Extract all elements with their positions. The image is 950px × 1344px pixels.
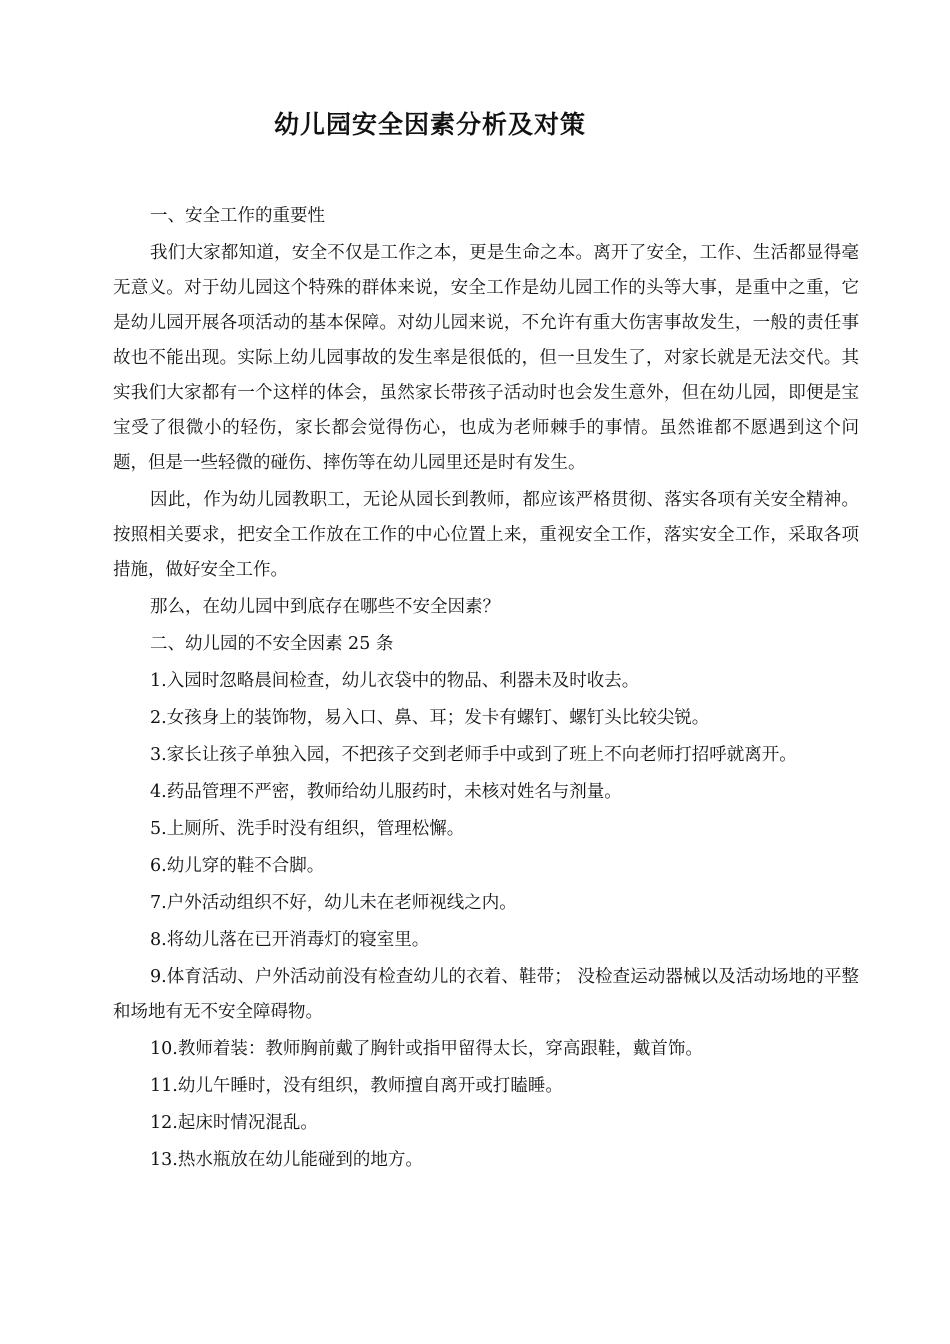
- list-item: 10.教师着装：教师胸前戴了胸针或指甲留得太长，穿高跟鞋，戴首饰。: [150, 1039, 703, 1059]
- section-heading-1: 一、安全工作的重要性: [150, 206, 325, 226]
- list-item: 8.将幼儿落在已开消毒灯的寝室里。: [150, 930, 430, 950]
- list-item: 1.入园时忽略晨间检查，幼儿衣袋中的物品、利器未及时收去。: [150, 671, 640, 691]
- body-paragraph: 我们大家都知道，安全不仅是工作之本，更是生命之本。离开了安全，工作、生活都显得毫无意义。对于幼儿园这个特殊的群体来说，安全工作是幼儿园工作的头等大事，是重中之重，它是幼儿园开展各项活动的基本保障。对幼儿园来说，不允许有重大伤害事故发生，一般的责任事故也不能出现。实际上幼儿园事故的发生率是很低的，但一旦发生了，对家长就是无法交代。其实我们大家都有一个这样的体会，虽然家长带孩子活动时也会发生意外，但在幼儿园，即便是宝宝受了很微小的轻伤，家长都会觉得伤心，也成为老师棘手的事情。虽然谁都不愿遇到这个问题，但是一些轻微的碰伤、摔伤等在幼儿园里还是时有发生。: [113, 243, 859, 473]
- list-item: 11.幼儿午睡时，没有组织，教师擅自离开或打瞌睡。: [150, 1076, 563, 1096]
- list-item: 7.户外活动组织不好，幼儿未在老师视线之内。: [150, 893, 517, 913]
- body-paragraph: 那么，在幼儿园中到底存在哪些不安全因素？: [150, 597, 500, 617]
- section-heading-2: 二、幼儿园的不安全因素 25 条: [150, 634, 394, 654]
- list-item: 12.起床时情况混乱。: [150, 1113, 318, 1133]
- body-paragraph: 因此，作为幼儿园教职工，无论从园长到教师，都应该严格贯彻、落实各项有关安全精神。按照相关要求，把安全工作放在工作的中心位置上来，重视安全工作，落实安全工作，采取各项措施，做好安全工作。: [113, 490, 859, 580]
- list-item: 3.家长让孩子单独入园，不把孩子交到老师手中或到了班上不向老师打招呼就离开。: [150, 745, 797, 765]
- list-item: 9.体育活动、户外活动前没有检查幼儿的衣着、鞋带； 没检查运动器械以及活动场地的平整和场地有无不安全障碍物。: [113, 967, 859, 1022]
- list-item: 5.上厕所、洗手时没有组织，管理松懈。: [150, 819, 465, 839]
- list-item: 13.热水瓶放在幼儿能碰到的地方。: [150, 1150, 423, 1170]
- list-item: 4.药品管理不严密，教师给幼儿服药时，未核对姓名与剂量。: [150, 782, 622, 802]
- document-title: 幼儿园安全因素分析及对策: [273, 110, 586, 139]
- list-item: 2.女孩身上的装饰物，易入口、鼻、耳；发卡有螺钉、螺钉头比较尖锐。: [150, 708, 710, 728]
- document-body: [113, 199, 859, 1180]
- list-item: 6.幼儿穿的鞋不合脚。: [150, 856, 325, 876]
